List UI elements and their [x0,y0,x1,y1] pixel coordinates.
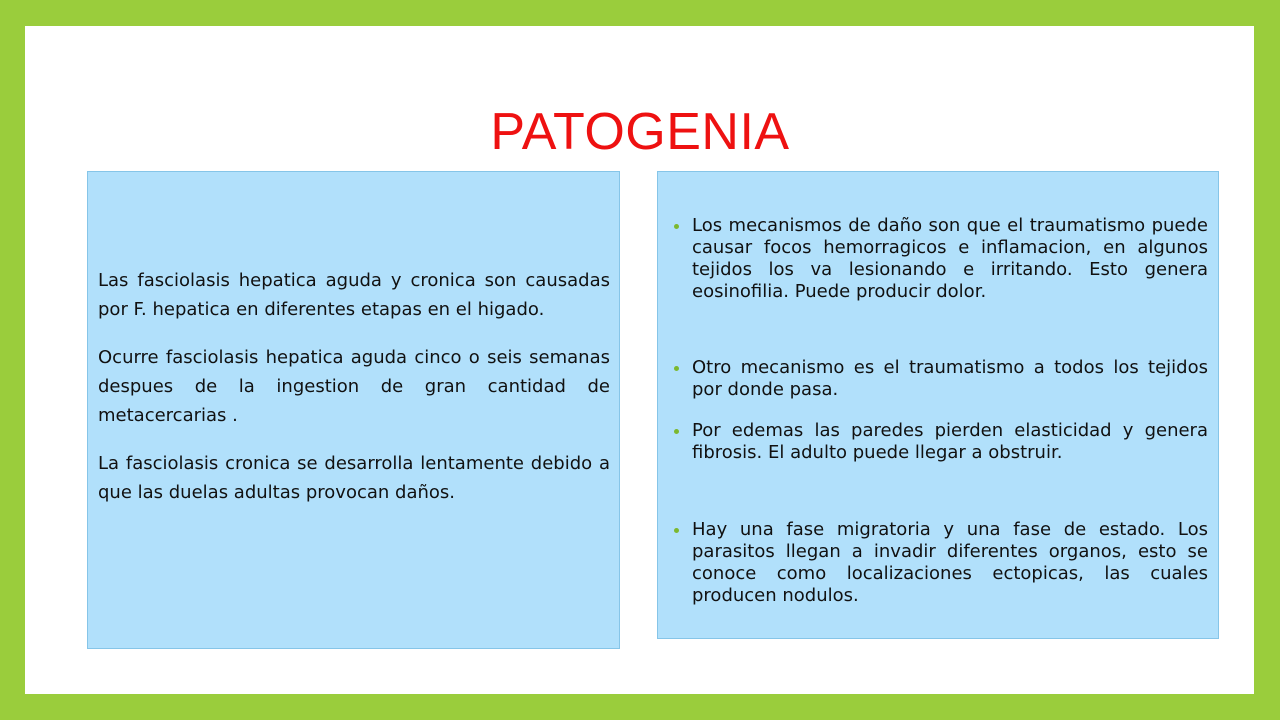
bullet-dot-icon [674,528,679,533]
bullet-item [674,357,1208,401]
left-panel-text [98,266,610,526]
bullet-text: Los mecanismos de daño son que el traumatismo puede causar focos hemorragicos e inflamacion, en algunos tejidos los va lesionando e irritando. Esto genera eosinofilia. Puede producir dolor. [692,215,1208,302]
bullet-item [674,420,1208,464]
bullet-text: Otro mecanismo es el traumatismo a todos los tejidos por donde pasa. [692,357,1208,400]
bullet-dot-icon [674,366,679,371]
left-text-panel [87,171,620,649]
left-paragraph-3: La fasciolasis cronica se desarrolla lentamente debido a que las duelas adultas provocan daños. [98,453,610,503]
left-paragraph-2: Ocurre fasciolasis hepatica aguda cinco o seis semanas despues de la ingestion de gran cantidad de metacercarias . [98,347,610,426]
bullet-item [674,519,1208,607]
bullet-text: Por edemas las paredes pierden elasticidad y genera fibrosis. El adulto puede llegar a obstruir. [692,420,1208,463]
slide-title: PATOGENIA [490,103,790,161]
bullet-dot-icon [674,429,679,434]
left-paragraph-1: Las fasciolasis hepatica aguda y cronica son causadas por F. hepatica en diferentes etapas en el higado. [98,270,610,320]
right-bullet-panel [657,171,1219,639]
bullet-text: Hay una fase migratoria y una fase de estado. Los parasitos llegan a invadir diferentes organos, esto se conoce como localizaciones ectopicas, las cuales producen nodulos. [692,519,1208,606]
bullet-dot-icon [674,224,679,229]
bullet-item [674,215,1208,303]
